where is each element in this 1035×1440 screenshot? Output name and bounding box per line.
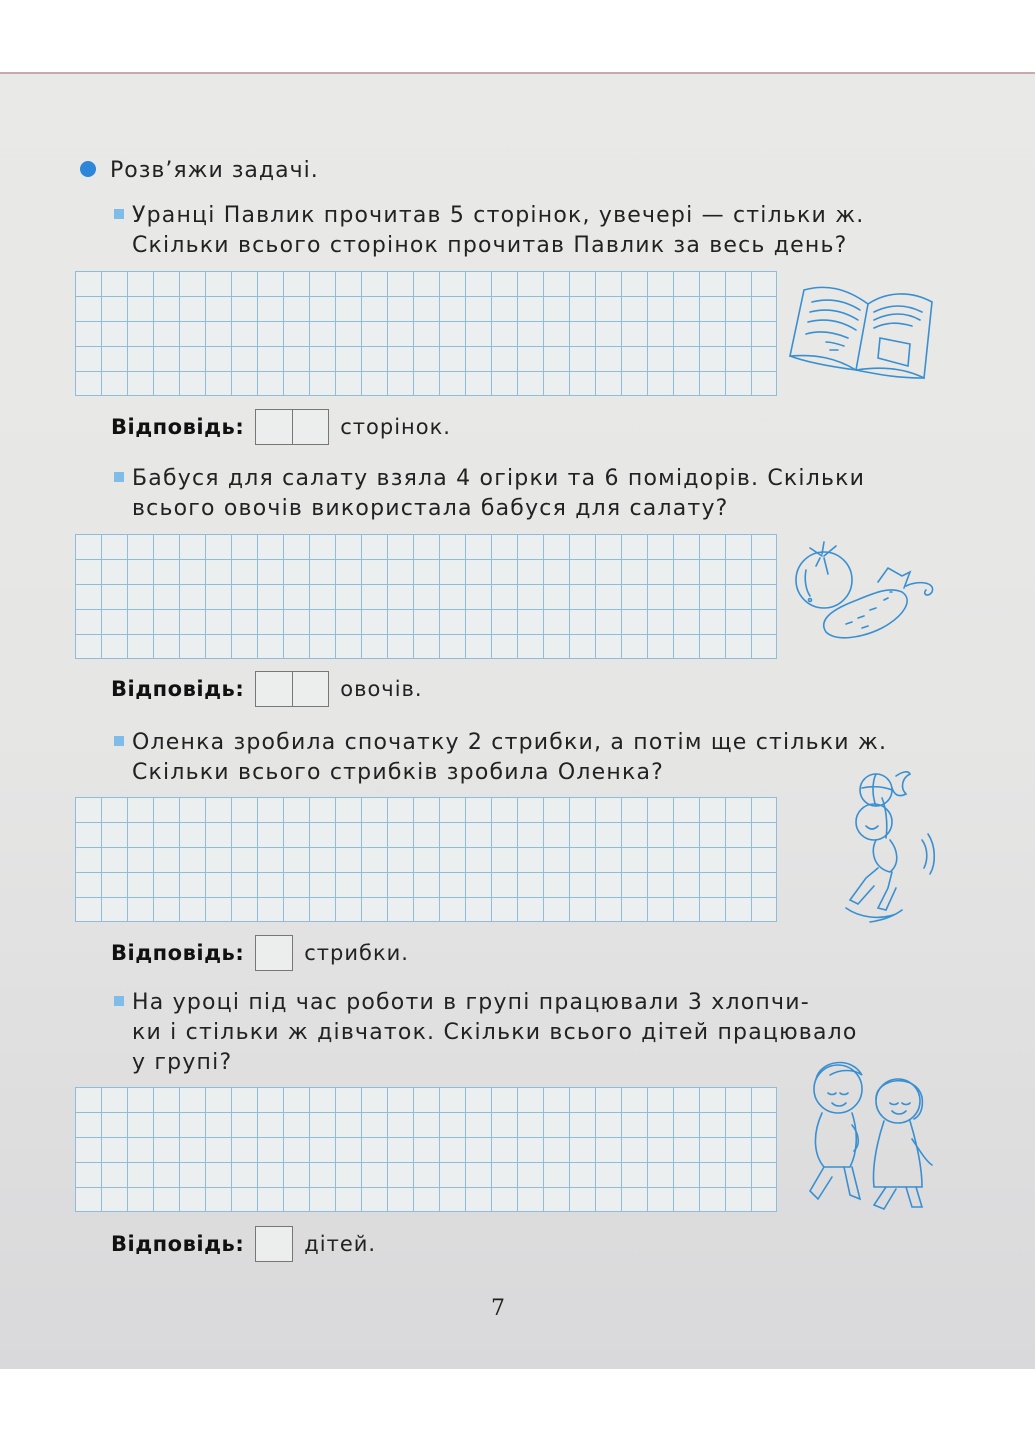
tomato-and-cucumber-icon	[792, 536, 937, 650]
problem-2-answer-box[interactable]	[255, 671, 329, 707]
problem-3-answer-box[interactable]	[255, 935, 293, 971]
answer-digit-cell[interactable]	[256, 1227, 292, 1261]
answer-digit-cell[interactable]	[256, 672, 292, 706]
bullet-square-icon	[114, 736, 124, 746]
instruction-heading	[80, 158, 319, 183]
answer-digit-cell[interactable]	[256, 410, 292, 444]
problem-4-work-grid[interactable]	[75, 1087, 777, 1212]
problem-2-text: Бабуся для салату взяла 4 огірки та 6 помідорів. Скільки всього овочів використала бабуся для салату?	[114, 464, 939, 524]
problem-3-text: Оленка зробила спочатку 2 стрибки, а потім ще стільки ж. Скільки всього стрибків зробила Оленка?	[114, 728, 939, 788]
problem-1-work-grid[interactable]	[75, 271, 777, 396]
answer-digit-cell[interactable]	[292, 410, 328, 444]
bullet-dot-icon	[80, 161, 96, 177]
instruction-text: Розв’яжи задачі.	[110, 158, 319, 183]
problem-1-answer-row: Відповідь: сторінок.	[111, 409, 451, 445]
page-number: 7	[491, 1296, 505, 1321]
bullet-square-icon	[114, 209, 124, 219]
open-book-icon	[786, 282, 938, 386]
problem-1-answer-box[interactable]	[255, 409, 329, 445]
problem-4-answer-box[interactable]	[255, 1226, 293, 1262]
problem-4-answer-row: Відповідь: дітей.	[111, 1226, 376, 1262]
problem-1-text: Уранці Павлик прочитав 5 сторінок, увечері — стільки ж. Скільки всього сторінок прочитав Павлик за весь день?	[114, 201, 939, 261]
problem-3-answer-row: Відповідь: стрибки.	[111, 935, 409, 971]
bullet-square-icon	[114, 472, 124, 482]
answer-digit-cell[interactable]	[292, 672, 328, 706]
answer-digit-cell[interactable]	[256, 936, 292, 970]
problem-2-answer-row: Відповідь: овочів.	[111, 671, 423, 707]
problem-2-work-grid[interactable]	[75, 534, 777, 659]
problem-3-work-grid[interactable]	[75, 797, 777, 922]
boy-and-girl-icon	[800, 1055, 940, 1224]
jumping-girl-icon	[840, 768, 940, 927]
problem-4-text: На уроці під час роботи в групі працювали 3 хлопчи- ки і стільки ж дівчаток. Скільки всього дітей працювало у групі?	[114, 988, 939, 1078]
bullet-square-icon	[114, 996, 124, 1006]
